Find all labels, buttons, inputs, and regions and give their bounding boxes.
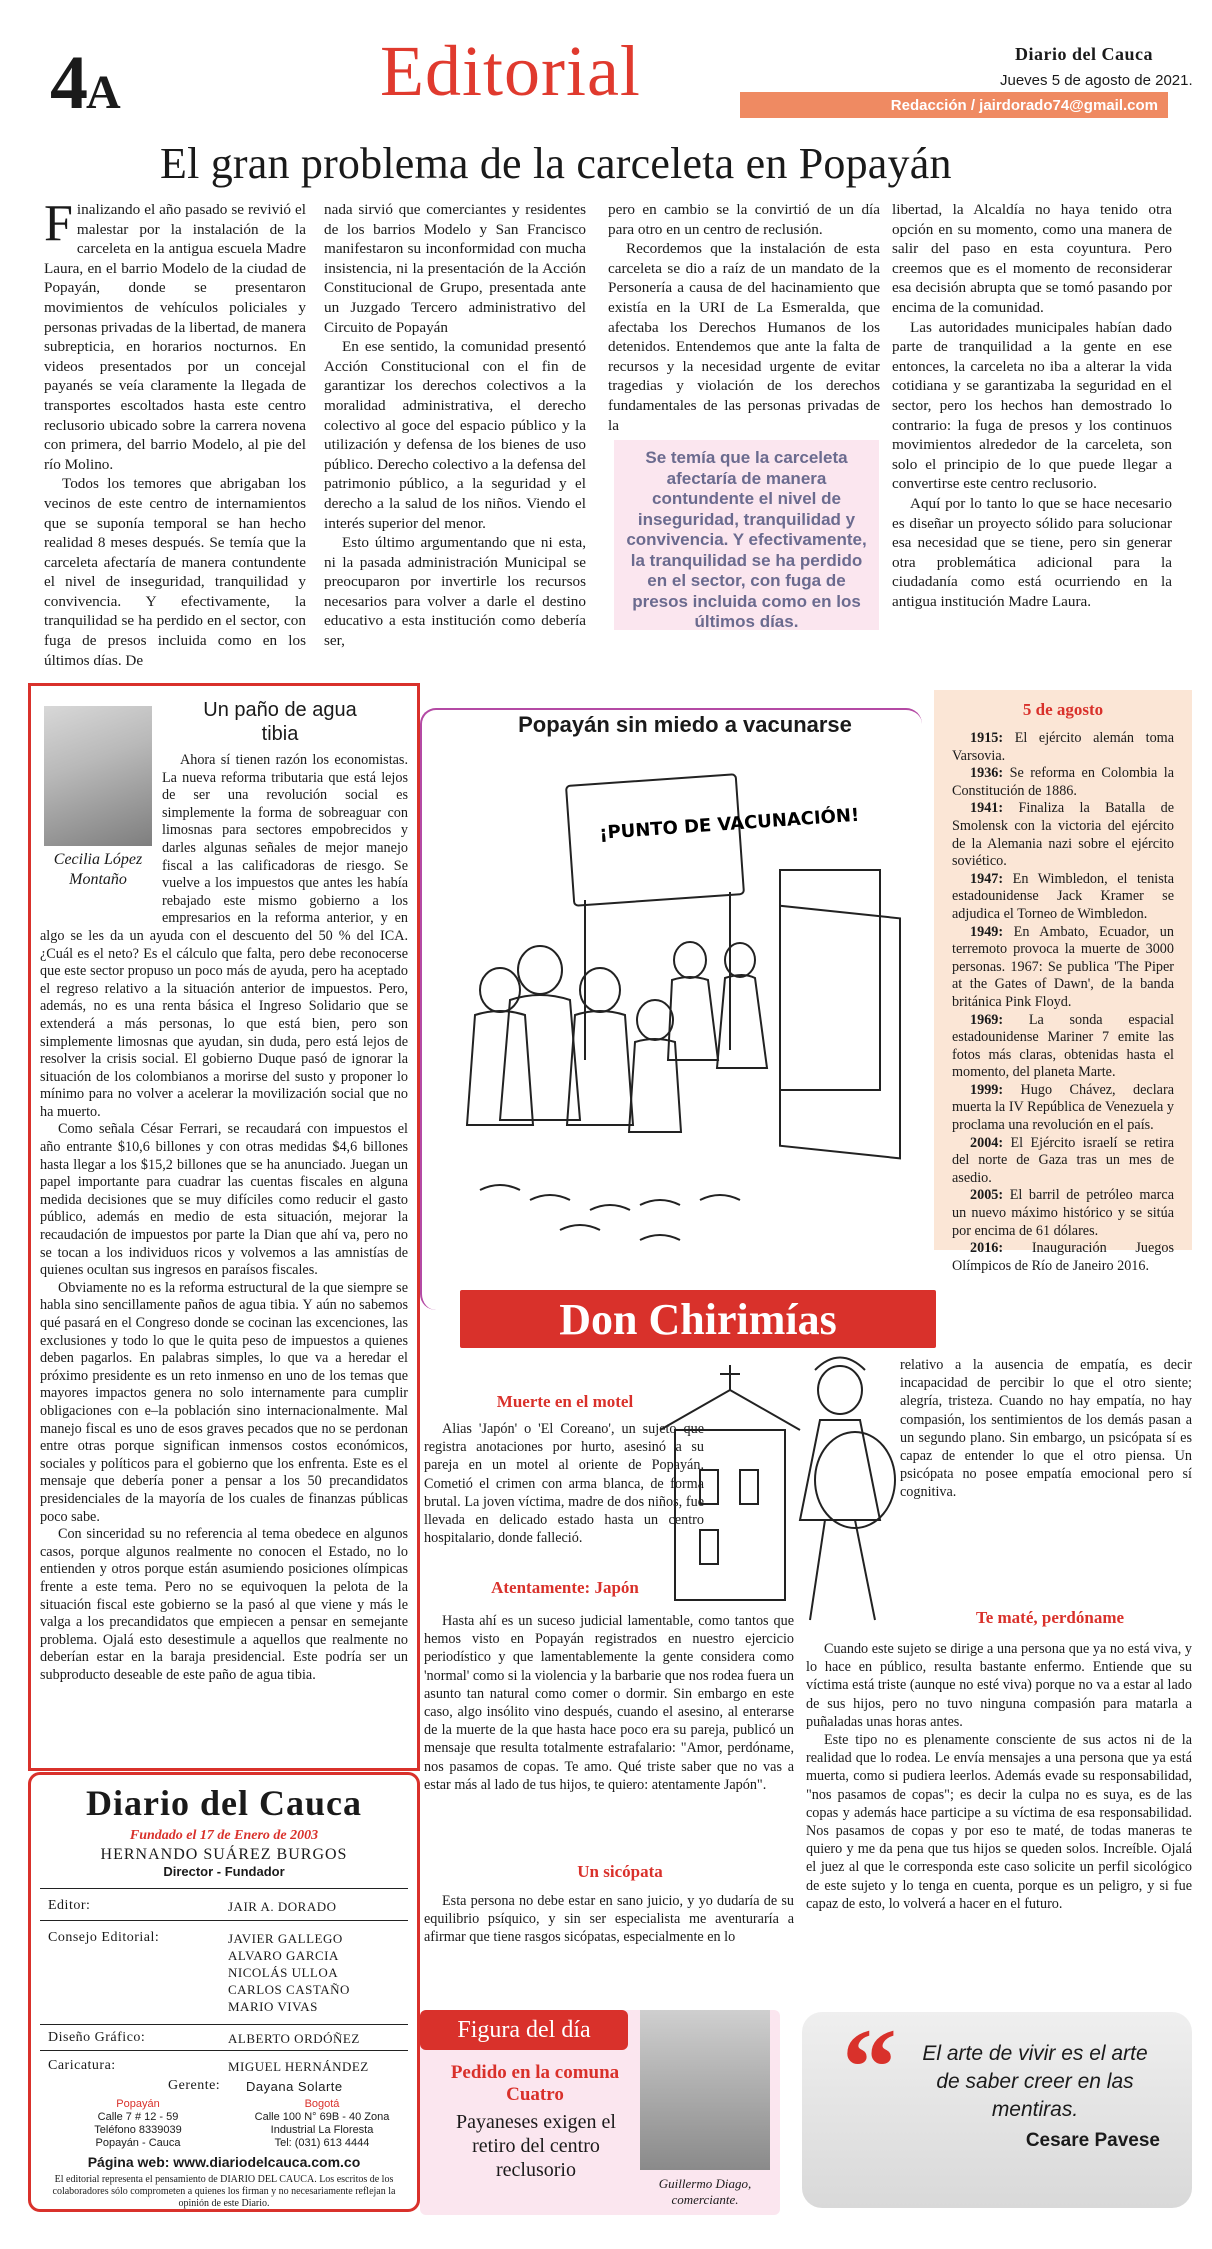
address-line: Calle 100 N° 69B - 40 Zona [254,2111,390,2123]
section-title: Editorial [380,31,641,111]
figura-photo [640,2010,770,2170]
chirimias-text-3b [900,1356,1192,1502]
masthead-founded: Fundado el 17 de Enero de 2003 [129,1828,319,1843]
opinion-paragraph: Ahora sí tienen razón los economistas. La nueva reforma tributaria que está lejos de ser una revolución social es simplemente la forma de sobreaguar con limosnas para sectores empobrecidos y darles algunas señales de mejor manejo fiscal a las calificadoras de riesgo. Se vuelve a los impuestos que antes les había rebajado este mismo gobierno a los empresarios en la reforma anterior, y en algo se les da un ayuda con el descuento del 50 % del ICA. ¿Cuál es el neto? Es el cálculo que falta, pero debe reconocerse que este sector propuso un poco más de ayuda, pero ha aceptado el regreso relativo a la situación anterior de impuestos. Pero, además, no es una renta básica el Ingreso Solidario que se extenderá a más personas, lo que está bien, pero son simplemente limosnas que ayudan, sin duda, pero está lejos de resolver la crisis social. El gobierno Duque pasó de ignorar la situación de los colombianos a morirse del susto y proponer lo mínimo para no volver a acelerar la movilización social que no ha muerto. [40,752,408,1120]
ephemeris-entry: 2004: El Ejército israelí se retira del norte de Gaza tras un mes de asedio. [952,1134,1174,1186]
ephemeris-entry: 1949: En Ambato, Ecuador, un terremoto provoca la muerte de 3000 personas. 1967: Se publica 'The Piper at the Gates of Dawn', de la banda británica Pink Floyd. [952,923,1174,1010]
editorial-column-3 [608,200,880,435]
chirimias-text-4 [806,1640,1192,1913]
ephemeris-entry: 2005: El barril de petróleo marca un nuevo máximo histórico y se sitúa por encima de 61 dólares. [952,1187,1175,1239]
chirimias-text-3 [424,1892,794,1947]
chirimias-paragraph: relativo a la ausencia de empatía, es decir incapacidad de percibir lo que el otro siente; alegría, tristeza. Cuando no hay empatía, no hay compasión, los sentimientos de los demás pasan a un segundo plano. Sin embargo, un psicópata sí es capaz de entender lo que el otro piensa. Un psicópata no posee empatía emocional pero sí cognitiva. [900,1357,1192,1501]
divider [40,1920,408,1921]
ephemeris-title: 5 de agosto [1022,700,1104,719]
divider [40,1888,408,1889]
editorial-paragraph: En ese sentido, la comunidad presentó Acción Constitucional con el fin de garantizar los derechos colectivos a la moralidad administrativa, el derecho colectivo al goce del espacio público y la utilización y defensa de los bienes de uso público. Derecho colectivo a la defensa del patrimonio público, a la seguridad y el derecho a la salud de los niños. Viendo el interés superior del menor. [324,338,586,532]
section-subtitle: Muerte en el motel [496,1392,634,1411]
manager-name: Dayana Solarte [246,2079,343,2094]
chirimias-paragraph: Hasta ahí es un suceso judicial lamentable, como tantos que hemos visto en Popayán registrados en nuestro ejercicio periodístico y que lamentablemente la gente considera como 'normal' como si la violencia y la barbarie que nos rodea fuera un asunto tan natural como comer o dormir. Sin embargo en este caso, algo insólito vino después, cuando el asesino, al enterarse de la muerte de la que hasta hace poco era su pareja, publicó un mensaje que resulta totalmente estrafalario: "Amor, perdóname, nos pasamos de copas. Te amo. Qué triste saber que no vas a estar más al lado de tus hijos, te quiero: atentamente Japón". [424,1613,794,1793]
board-member: NICOLÁS ULLOA [228,1965,339,1980]
figura-subtitle: Pedido en la comuna Cuatro [450,2062,620,2105]
editorial-column-4 [892,200,1172,611]
chirimias-illustration [640,1350,910,1630]
board-label: Consejo Editorial: [48,1930,160,1945]
cartoon-illustration [440,760,910,1280]
section-subtitle: Te maté, perdóname [975,1608,1125,1627]
figura-caption [640,2176,770,2208]
editorial-paragraph: nada sirvió que comerciantes y residentes de los barrios Modelo y San Francisco manifestaron su inconformidad con mucha insistencia, ni la presentación de la Acción Constitucional de Grupo, presentada ante un Juzgado Tercero administrativo del Circuito de Popayán [324,201,586,336]
opinion-paragraph: Como señala César Ferrari, se recaudará con impuestos el año entrante $10,6 billones y con otras medidas $4,6 billones hasta llegar a los $15,2 billones que se ha anunciado. Juegan un papel importante para cuadrar las cuentas fiscales en alguna medida decisiones que se muy difíciles como reducir el gasto público, además en medio de esta situación, mejorar la recaudación de impuestos por parte la Dian que ahí va, pero no se tocan a los individuos ricos y volvemos a las amnistías de quienes ocultan sus ingresos en paraísos fiscales. [40,1121,408,1279]
issue-date: Jueves 5 de agosto de 2021. [1000,72,1193,89]
ephemeris-entry: 1999: Hugo Chávez, declara muerta la IV República de Venezuela y proclama una revolución en el país. [952,1081,1174,1134]
editorial-paragraph: libertad, la Alcaldía no haya tenido otra opción en su momento, como una manera de salir del paso en esta coyuntura. Pero creemos que es el momento de reconsiderar esa decisión abrupta que se tomó pasando por encima de la comunidad. [892,201,1172,316]
opinion-paragraph: Obviamente no es la reforma estructural de la que siempre se habla sino sencillamente paños de agua tibia. Y aún no sabemos qué pasará en el Congreso donde se cocinan las excenciones, las exclusiones y todo lo que le quita peso de impuestos a quienes deben pagarlos. En palabras simples, lo que va a heredar el próximo presidente es un reto inmenso en uno de los temas que mayores impactos genera no solo internamente para cumplir obligaciones con e–la población sino internacionalmente. Mal manejo fiscal es uno de esos graves pecados que no se perdonan entre otras porque significan inmensos costos económicos, sociales y políticos para el gobierno que los enfrenta. Este es el mensaje que debería poner a pensar a los 50 precandidatos presidenciales de la mayoría de los cuales de finanzas públicas poco sabe. [40,1279,408,1525]
masthead-name: Diario del Cauca [86,1783,362,1823]
divider [40,2050,408,2051]
ephemeris-entry: 1969: La sonda espacial estadounidense Mariner 7 emite las fotos más claras, obtenidas hasta el momento, del planeta Marte. [952,1011,1175,1081]
paper-name: Diario del Cauca [1015,44,1153,64]
figura-text: Payaneses exigen el retiro del centro reclusorio [456,2111,616,2181]
section-subtitle: Atentamente: Japón [491,1578,639,1597]
website-link[interactable]: Página web: www.diariodelcauca.com.co [87,2154,361,2170]
caption-role: comerciante. [671,2192,739,2207]
board-members [228,1930,350,2015]
editorial-paragraph: Recordemos que la instalación de esta carceleta se dio a raíz de un mandato de la Personería a causa de del hacinamiento que existía en la URI de La Esmeralda, que afectaba los Derechos Humanos de los detenidos. Entendemos que ante la falta de recursos y la necesidad urgente de evitar tragedias y violación de los derechos fundamentales de las personas privadas de la [608,240,880,434]
ephemeris-entry: 1941: Finaliza la Batalla de Smolensk con la victoria del ejército de la Alemania nazi sobre el ejército soviético. [952,800,1174,870]
design-name: ALBERTO ORDÓÑEZ [228,2031,360,2046]
pull-quote: Se temía que la carceleta afectaría de manera contundente el nivel de inseguridad, tranquilidad y convivencia. Y efectivamente, la tranquilidad se ha perdido en el sector, con fuga de presos incluida como en los últimos días. [614,440,879,630]
cartoon-label: Caricatura: [48,2058,116,2073]
quote-mark-icon: “ [842,2006,897,2128]
dropcap: F [44,195,73,252]
board-member: ALVARO GARCIA [228,1948,339,1963]
design-label: Diseño Gráfico: [48,2030,146,2045]
divider [40,2024,408,2025]
ephemeris-entry: 2016: Inauguración Juegos Olímpicos de Río de Janeiro 2016. [952,1240,1175,1274]
ephemeris-entry: 1915: El ejército alemán toma Varsovia. [952,730,1174,764]
chirimias-paragraph: Esta persona no debe estar en sano juicio, y yo dudaría de su equilibrio psíquico, y sin ser especialista me aventuraría a afirmar que tiene rasgos sicópatas, especialmente en lo [424,1893,794,1946]
contact-email[interactable]: Redacción / jairdorado74@gmail.com [890,96,1158,114]
cartoon-title: Popayán sin miedo a vacunarse [518,712,852,737]
address-line: Teléfono 8339039 [94,2124,182,2136]
address-line: Industrial La Floresta [270,2124,374,2136]
masthead-founder: HERNANDO SUÁREZ BURGOS [100,1846,348,1863]
editorial-paragraph: Todos los temores que abrigaban los vecinos de este centro de internamientos que se suponía temporal se han hecho realidad 8 meses después. Se temía que la carceleta afectaría de manera contundente el nivel de inseguridad, tranquilidad y convivencia. Y efectivamente, la tranquilidad se ha perdido en el sector, con fuga de presos incluida como en los últimos días. De [44,475,306,669]
editorial-column-1 [44,195,306,670]
manager-label: Gerente: [168,2078,221,2093]
ephemeris-entry: 1936: Se reforma en Colombia la Constitución de 1886. [952,765,1174,799]
chirimias-text-2 [424,1612,794,1794]
editorial-column-2 [324,200,586,651]
opinion-column-title: Un paño de agua tibia [203,699,357,745]
ephemeris-list [952,730,1174,1275]
address-line: Popayán - Cauca [95,2137,181,2149]
quote-text: El arte de vivir es el arte de saber creer en las mentiras. [922,2042,1148,2121]
chirimias-banner: Don Chirimías [460,1290,936,1348]
editor-name: JAIR A. DORADO [228,1899,337,1914]
editorial-paragraph: Aquí por lo tanto lo que se hace necesario es diseñar un proyecto sólido para solucionar esa necesidad que se tiene, pero sin generar otra problemática adicional para la ciudadanía como está ocurriendo en la antigua institución Madre Laura. [892,494,1172,610]
cartoon-name: MIGUEL HERNÁNDEZ [228,2059,369,2074]
disclaimer: El editorial representa el pensamiento de DIARIO DEL CAUCA. Los escritos de los colaboradores sólo comprometen a quienes los firman y no necesariamente reflejan la opinión de este Diario. [52,2174,396,2209]
editorial-paragraph: pero en cambio se la convirtió de un día para otro en un centro de reclusión. [608,201,880,238]
editorial-paragraph: Finalizando el año pasado se revivió el malestar por la instalación de la carceleta en la antigua escuela Madre Laura, en el barrio Modelo de la ciudad de Popayán, donde se presentaron movimientos de vehículos policiales y personas privadas de la libertad, de manera subrepticia, en horarios nocturnos. En videos presentados por un concejal payanés se veía claramente la llegada de transportes escoltados hasta este centro reclusorio ubicado sobre la carrera novena con primera, del barrio Modelo, al pie del río Molino. [44,195,306,473]
address-line: Tel: (031) 613 4444 [274,2137,370,2149]
city-label: Bogotá [304,2098,340,2110]
chirimias-paragraph: Alias 'Japón' o 'El Coreano', un sujeto que registra anotaciones por hurto, asesinó a su pareja en un motel al oriente de Popayán. Cometió el crimen con arma blanca, de forma brutal. La joven víctima, madre de dos niños, fue llevada en delicado estado hasta un centro hospitalario, donde falleció. [424,1421,704,1547]
chirimias-paragraph: Cuando este sujeto se dirige a una persona que ya no está viva, y lo hace en público, resulta bastante enfermo. Entiende que su víctima está triste (aunque no esté viva) porque no va a estar al lado de sus hijos, pero no tuvo ninguna compasión para matarla a puñaladas unas horas antes. [806,1641,1192,1730]
ephemeris-entry: 1947: En Wimbledon, el tenista estadounidense Jack Kramer se adjudica el Torneo de Wimbledon. [952,870,1174,922]
contact-bar [740,92,1168,118]
section-subtitle: Un sicópata [577,1862,663,1881]
editorial-paragraph: Esto último argumentando que ni esta, ni la pasada administración Municipal se preocuparon por invertirle los recursos necesarios para volver a darle el destino educativo a esta institución como debería ser, [324,534,586,650]
editorial-headline: El gran problema de la carceleta en Popayán [160,139,952,188]
city-label: Popayán [116,2098,160,2110]
figura-banner: Figura del día [420,2010,628,2050]
board-member: CARLOS CASTAÑO [228,1982,350,1997]
address-popayan [48,2098,228,2150]
cartoon-sign: ¡PUNTO DE VACUNACIÓN! [598,804,860,844]
board-member: JAVIER GALLEGO [228,1931,343,1946]
author-name: Cecilia López Montaño [53,851,143,888]
opinion-paragraph: Con sinceridad su no referencia al tema obedece en algunos casos, porque algunos realmente no conocen el Estado, no lo entienden y otros porque están asumiendo posiciones olímpicas frente a este tema. Pero no se equivoquen la pelota de la situación fiscal este gobierno se la pasó al que viene y más le valga a los precandidatos que empiecen a pensar en semejante problema. Ojalá esto desestimule a aquellos que realmente no deberían estar en la baraja presidencial. Este podría ser un subproducto deseable de este paño de agua tibia. [40,1526,408,1683]
chirimias-paragraph: Este tipo no es plenamente consciente de sus actos ni de la realidad que lo rodea. Le envía mensajes a una persona que ya está muerta, como si pudiera leerlos. Además evade su responsabilidad, "nos pasamos de copas"; es decir la culpa no es suya, es de las copas y además hace participe a su víctima de esa responsabilidad. Nos pasamos de copas y por eso te maté, de todas maneras te quiero y me da pena que tus hijos se queden solos. Increíble. Ojalá el juez al que le corresponda este caso solicite un perfil sicológico de este sujeto y lo tenga en cuenta, porque es un peligro, y si fue capaz de esto, lo volverá a hacer en el futuro. [806,1732,1192,1912]
address-line: Calle 7 # 12 - 59 [97,2111,179,2123]
photo-spacer [40,752,162,924]
editor-label: Editor: [48,1898,91,1913]
editorial-paragraph: Las autoridades municipales habían dado parte de tranquilidad a la gente en ese entonces, la carceleta no iba a alterar la vida cotidiana y se garantizaba la seguridad en el sector, pero los hechos han demostrado lo contrario: la fuga de presos y los continuos movimientos alrededor de la carceleta, son solo el principio de lo que puede llegar a convertirse este centro reclusorio. [892,318,1172,493]
page-number: 4A [50,41,119,125]
quote-author: Cesare Pavese [1025,2130,1160,2151]
board-member: MARIO VIVAS [228,1999,318,2014]
caption-name: Guillermo Diago, [658,2176,752,2191]
masthead-founder-role: Director - Fundador [163,1864,285,1879]
address-bogota [232,2098,412,2150]
opinion-body [40,752,408,1762]
